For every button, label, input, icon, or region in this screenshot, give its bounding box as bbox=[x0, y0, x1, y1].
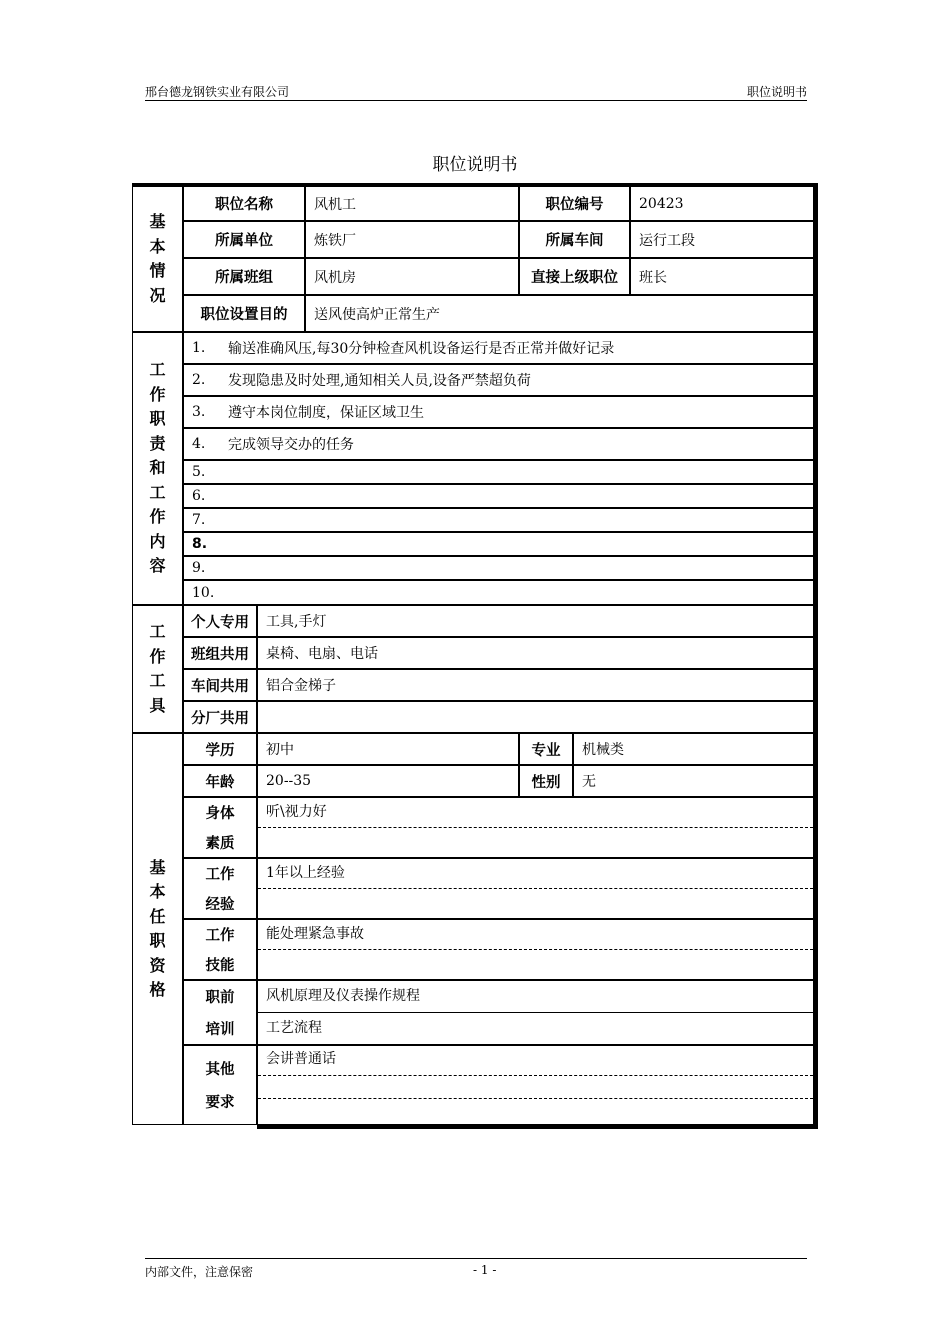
purpose-label: 职位设置目的 bbox=[183, 295, 305, 332]
position-code-label: 职位编号 bbox=[519, 186, 630, 221]
duty-num: 6. bbox=[192, 488, 206, 504]
physical-label-line: 身体 bbox=[205, 806, 235, 823]
page-header bbox=[145, 80, 807, 101]
other-label-line: 要求 bbox=[205, 1095, 235, 1111]
superior-value: 班长 bbox=[630, 258, 814, 295]
age-label: 年龄 bbox=[183, 765, 257, 797]
table-shadow-right bbox=[814, 183, 818, 1129]
page-footer bbox=[145, 1258, 807, 1279]
tool-label: 班组共用 bbox=[183, 637, 257, 669]
section-duties-label: 工作职责和工作内容 bbox=[149, 360, 166, 576]
physical-label-line: 素质 bbox=[205, 835, 235, 852]
tool-label: 分厂共用 bbox=[183, 701, 257, 733]
duty-text: 输送准确风压,每30分钟检查风机设备运行是否正常并做好记录 bbox=[228, 341, 615, 357]
education-label: 学历 bbox=[183, 733, 257, 765]
duty-row bbox=[183, 460, 814, 484]
education-value: 初中 bbox=[257, 733, 519, 765]
team-value: 风机房 bbox=[305, 258, 519, 295]
gender-value: 无 bbox=[573, 765, 814, 797]
age-value: 20--35 bbox=[257, 765, 519, 797]
duty-row bbox=[183, 484, 814, 508]
duty-num: 5. bbox=[192, 464, 206, 480]
other-label bbox=[183, 1045, 257, 1125]
duty-num: 9. bbox=[192, 560, 206, 576]
duty-row bbox=[183, 396, 814, 428]
other-value-box bbox=[257, 1045, 814, 1125]
section-qualifications bbox=[132, 733, 183, 1125]
tool-value: 工具,手灯 bbox=[257, 605, 814, 637]
section-duties bbox=[132, 332, 183, 605]
skills-value-box bbox=[257, 919, 814, 980]
duty-row bbox=[183, 428, 814, 460]
duty-num: 10. bbox=[192, 584, 215, 601]
section-basic-info-label: 基本情况 bbox=[149, 212, 166, 305]
unit-label: 所属单位 bbox=[183, 221, 305, 258]
page-number: - 1 - bbox=[473, 1263, 497, 1277]
duty-text: 完成领导交办的任务 bbox=[228, 437, 354, 453]
tool-value bbox=[257, 701, 814, 733]
major-label: 专业 bbox=[519, 733, 573, 765]
section-tools bbox=[132, 605, 183, 733]
physical-value: 听\视力好 bbox=[258, 798, 813, 828]
training-label-line: 培训 bbox=[205, 1021, 235, 1038]
position-name-label: 职位名称 bbox=[183, 186, 305, 221]
workshop-label: 所属车间 bbox=[519, 221, 630, 258]
duty-text: 遵守本岗位制度，保证区域卫生 bbox=[228, 405, 424, 421]
other-label-line: 其他 bbox=[205, 1062, 235, 1078]
tool-label: 车间共用 bbox=[183, 669, 257, 701]
experience-label-line: 工作 bbox=[205, 867, 235, 884]
duty-num: 7. bbox=[192, 512, 206, 528]
duty-num: 1. bbox=[192, 340, 206, 356]
section-qualifications-label: 基本任职资格 bbox=[149, 857, 166, 999]
duty-text: 发现隐患及时处理,通知相关人员,设备严禁超负荷 bbox=[228, 373, 531, 389]
skills-label-line: 技能 bbox=[205, 957, 235, 974]
training-value-2: 工艺流程 bbox=[266, 1020, 322, 1036]
superior-label: 直接上级职位 bbox=[519, 258, 630, 295]
position-name-value: 风机工 bbox=[305, 186, 519, 221]
duty-row bbox=[183, 580, 814, 605]
team-label: 所属班组 bbox=[183, 258, 305, 295]
duty-row bbox=[183, 508, 814, 532]
experience-label bbox=[183, 858, 257, 919]
doc-type: 职位说明书 bbox=[746, 85, 807, 99]
experience-value: 1年以上经验 bbox=[258, 859, 813, 889]
table-shadow-bottom bbox=[257, 1125, 818, 1129]
duty-num: 2. bbox=[192, 372, 206, 388]
gender-label: 性别 bbox=[519, 765, 573, 797]
duty-row bbox=[183, 332, 814, 364]
duty-num: 3. bbox=[192, 404, 206, 420]
unit-value: 炼铁厂 bbox=[305, 221, 519, 258]
training-label-line: 职前 bbox=[205, 990, 235, 1007]
experience-value-box bbox=[257, 858, 814, 919]
duty-row bbox=[183, 364, 814, 396]
tool-value: 桌椅、电扇、电话 bbox=[257, 637, 814, 669]
experience-label-line: 经验 bbox=[205, 896, 235, 913]
other-value: 会讲普通话 bbox=[258, 1046, 813, 1076]
physical-label bbox=[183, 797, 257, 858]
duty-num: 8. bbox=[192, 536, 208, 552]
training-value-box bbox=[257, 980, 814, 1045]
purpose-value: 送风使高炉正常生产 bbox=[305, 295, 814, 332]
other-blank-line bbox=[258, 1076, 813, 1099]
tool-value: 铝合金梯子 bbox=[257, 669, 814, 701]
company-name: 邢台德龙钢铁实业有限公司 bbox=[145, 85, 290, 99]
duty-num: 4. bbox=[192, 436, 206, 452]
tool-label: 个人专用 bbox=[183, 605, 257, 637]
section-basic-info bbox=[132, 186, 183, 332]
workshop-value: 运行工段 bbox=[630, 221, 814, 258]
skills-label bbox=[183, 919, 257, 980]
page-title: 职位说明书 bbox=[432, 155, 518, 175]
training-label bbox=[183, 980, 257, 1045]
training-value-1: 风机原理及仪表操作规程 bbox=[258, 981, 813, 1013]
skills-value: 能处理紧急事故 bbox=[258, 920, 813, 950]
skills-label-line: 工作 bbox=[205, 928, 235, 945]
confidential-note: 内部文件，注意保密 bbox=[145, 1265, 254, 1279]
physical-value-box bbox=[257, 797, 814, 858]
duty-row bbox=[183, 532, 814, 556]
major-value: 机械类 bbox=[573, 733, 814, 765]
position-code-value: 20423 bbox=[630, 186, 814, 221]
section-tools-label: 工作工具 bbox=[149, 622, 166, 715]
job-description-table bbox=[132, 183, 818, 1125]
duty-row bbox=[183, 556, 814, 580]
